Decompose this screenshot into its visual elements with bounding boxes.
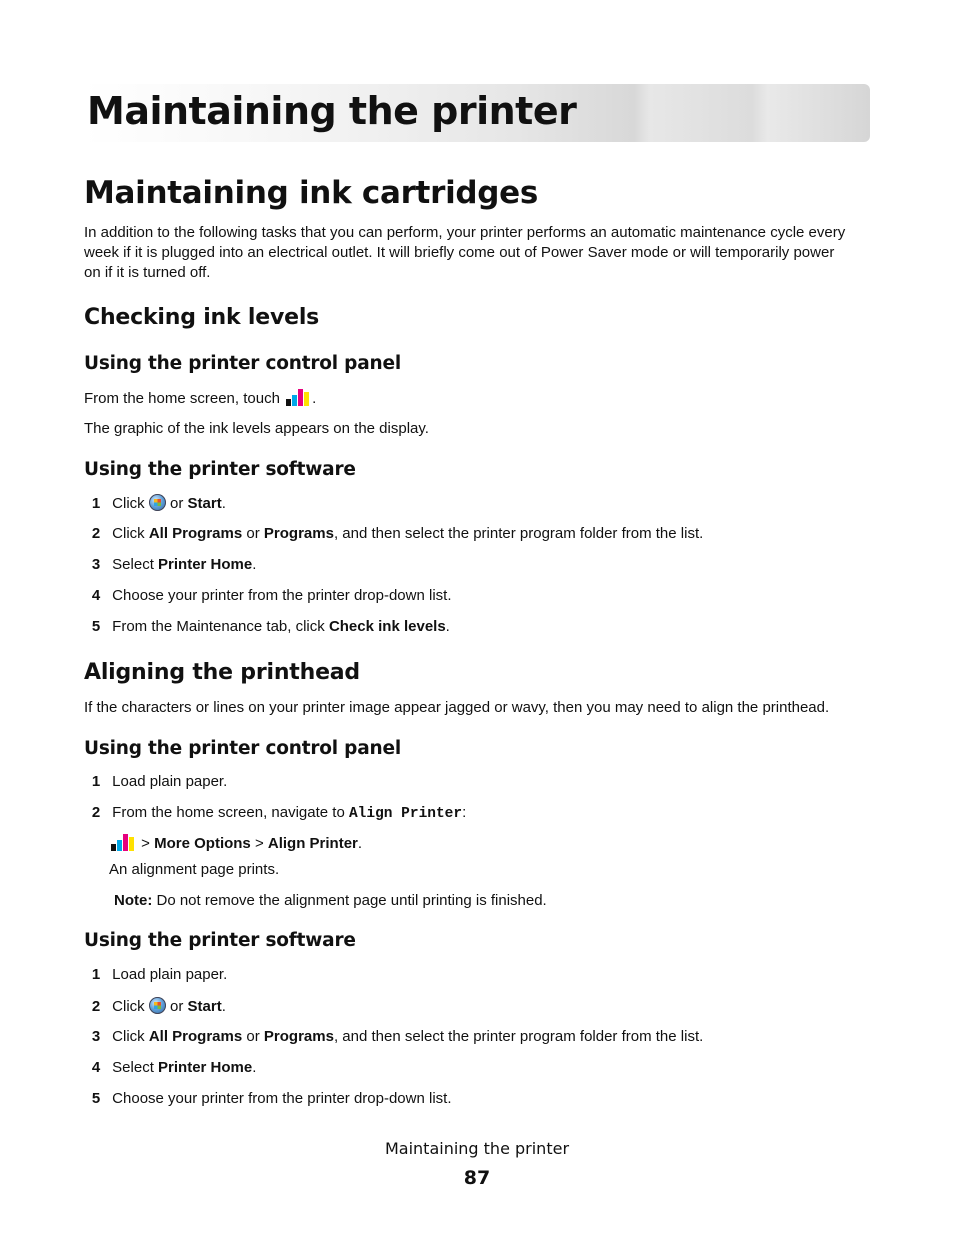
step-text: From the home screen, navigate to bbox=[112, 804, 345, 821]
checking-ink-heading: Checking ink levels bbox=[84, 305, 320, 330]
step-bold: Printer Home bbox=[158, 556, 253, 573]
panel-instruction bbox=[84, 389, 316, 409]
step-text: Load plain paper. bbox=[112, 773, 228, 790]
nav-align-printer: Align Printer bbox=[267, 835, 358, 852]
list-item bbox=[84, 494, 226, 512]
step-number: 3 bbox=[91, 1028, 101, 1045]
step-number: 5 bbox=[91, 1090, 101, 1107]
step-text: Choose your printer from the printer drop-down list. bbox=[112, 1090, 452, 1107]
step-number: 3 bbox=[91, 556, 101, 573]
software-heading: Using the printer software bbox=[84, 930, 356, 951]
list-item bbox=[84, 556, 256, 573]
step-text: , and then select the printer program folder from the list. bbox=[333, 1028, 704, 1045]
control-panel-heading: Using the printer control panel bbox=[84, 353, 401, 374]
step-text: . bbox=[252, 1059, 257, 1076]
control-panel-heading: Using the printer control panel bbox=[84, 738, 401, 759]
section-title: Maintaining ink cartridges bbox=[84, 175, 539, 211]
list-item bbox=[84, 1028, 703, 1045]
list-item bbox=[84, 773, 227, 790]
intro-paragraph bbox=[84, 223, 874, 283]
chapter-title: Maintaining the printer bbox=[87, 89, 577, 133]
note bbox=[114, 891, 547, 911]
step-text: Choose your printer from the printer drop-down list. bbox=[112, 587, 452, 604]
aligning-heading: Aligning the printhead bbox=[84, 660, 360, 685]
step-text: Click bbox=[112, 1028, 145, 1045]
intro-line: week if it is plugged into an electrical outlet. It will briefly come out of Power Saver mode or will temporarily power bbox=[84, 244, 835, 261]
panel-result: The graphic of the ink levels appears on the display. bbox=[84, 420, 429, 437]
step-text: Click bbox=[112, 998, 145, 1015]
step-text: . bbox=[221, 998, 226, 1015]
page-number: 87 bbox=[463, 1167, 491, 1189]
step-bold: Start bbox=[187, 998, 222, 1015]
step-text: From the Maintenance tab, click bbox=[112, 618, 325, 635]
step-number: 1 bbox=[91, 773, 101, 790]
list-item bbox=[84, 804, 466, 822]
step-bold: All Programs bbox=[148, 1028, 243, 1045]
step-text: Load plain paper. bbox=[112, 966, 228, 983]
note-text: Do not remove the alignment page until printing is finished. bbox=[156, 892, 547, 909]
step-bold: Check ink levels bbox=[328, 618, 446, 635]
step-text: Click bbox=[112, 495, 145, 512]
step-bold: Printer Home bbox=[158, 1059, 253, 1076]
step-text: . bbox=[252, 556, 257, 573]
step-number: 4 bbox=[91, 1059, 101, 1076]
step-text: Select bbox=[112, 556, 154, 573]
step-number: 2 bbox=[91, 998, 101, 1015]
panel-text-end: . bbox=[312, 390, 317, 407]
step-bold: All Programs bbox=[148, 525, 243, 542]
nav-separator: > bbox=[254, 835, 264, 852]
step-text: Click bbox=[112, 525, 145, 542]
intro-line: In addition to the following tasks that you can perform, your printer performs an automatic maintenance cycle every bbox=[84, 224, 846, 241]
step-number: 2 bbox=[91, 804, 101, 821]
intro-line: on if it is turned off. bbox=[84, 264, 211, 281]
step-text: , and then select the printer program folder from the list. bbox=[333, 525, 704, 542]
list-item bbox=[84, 618, 450, 635]
nav-path bbox=[109, 834, 362, 854]
nav-end: . bbox=[357, 835, 363, 852]
list-item bbox=[84, 587, 452, 604]
step-bold: Start bbox=[187, 495, 222, 512]
list-item bbox=[84, 997, 226, 1015]
step-text: or bbox=[170, 998, 184, 1015]
software-heading: Using the printer software bbox=[84, 459, 356, 480]
ink-levels-icon bbox=[284, 389, 312, 406]
step-number: 1 bbox=[91, 966, 101, 983]
step-text: . bbox=[445, 618, 450, 635]
step-text: or bbox=[246, 525, 260, 542]
nav-more-options: More Options bbox=[154, 835, 251, 852]
note-label: Note: bbox=[114, 892, 153, 909]
list-item bbox=[84, 525, 703, 542]
step-text: Select bbox=[112, 1059, 154, 1076]
step-mono: Align Printer bbox=[348, 806, 463, 822]
step-text: or bbox=[170, 495, 184, 512]
step-text: or bbox=[246, 1028, 260, 1045]
step-number: 1 bbox=[91, 495, 101, 512]
ink-levels-icon bbox=[109, 834, 137, 851]
step-text: . bbox=[221, 495, 226, 512]
step-text: : bbox=[462, 804, 467, 821]
aligning-intro: If the characters or lines on your printer image appear jagged or wavy, then you may need to align the printhead. bbox=[84, 699, 830, 716]
windows-start-icon bbox=[149, 494, 166, 511]
list-item bbox=[84, 966, 227, 983]
step-bold: Programs bbox=[263, 525, 334, 542]
step-number: 2 bbox=[91, 525, 101, 542]
list-item bbox=[84, 1059, 256, 1076]
alignment-result: An alignment page prints. bbox=[109, 861, 280, 878]
step-bold: Programs bbox=[263, 1028, 334, 1045]
step-number: 4 bbox=[91, 587, 101, 604]
windows-start-icon bbox=[149, 997, 166, 1014]
list-item bbox=[84, 1090, 452, 1107]
nav-separator: > bbox=[141, 835, 150, 852]
step-number: 5 bbox=[91, 618, 101, 635]
panel-text: From the home screen, touch bbox=[84, 390, 280, 407]
footer-title: Maintaining the printer bbox=[384, 1139, 570, 1158]
